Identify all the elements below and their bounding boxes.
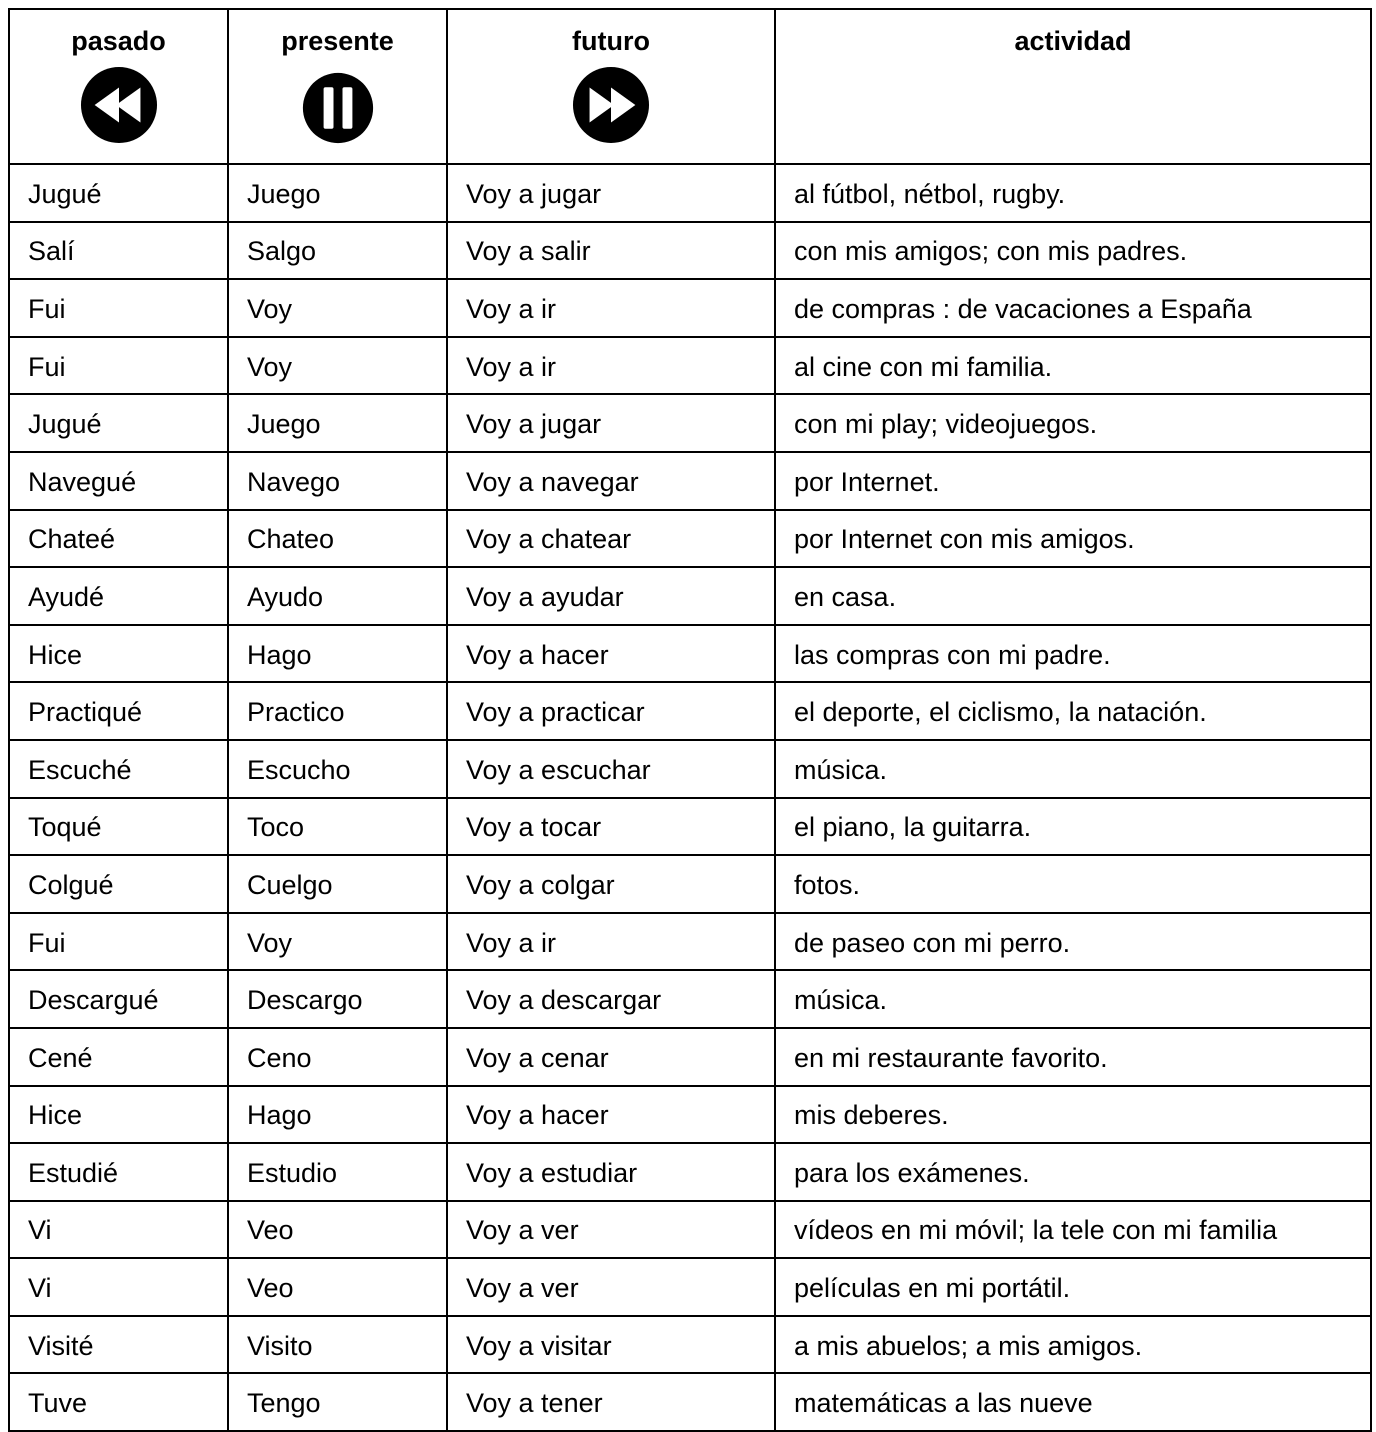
present-cell bbox=[228, 625, 447, 683]
past-cell bbox=[9, 913, 228, 971]
past-cell bbox=[9, 510, 228, 568]
past-cell bbox=[9, 164, 228, 222]
activity-cell-text: con mi play; videojuegos. bbox=[794, 409, 1098, 440]
activity-cell bbox=[775, 1143, 1371, 1201]
present-cell-text: Toco bbox=[247, 812, 305, 843]
future-cell-text: Voy a jugar bbox=[466, 178, 602, 209]
future-cell-text: Voy a practicar bbox=[466, 697, 645, 728]
future-cell bbox=[447, 1316, 775, 1374]
future-cell-text: Voy a ver bbox=[466, 1273, 579, 1304]
activity-cell-text: a mis abuelos; a mis amigos. bbox=[794, 1330, 1143, 1361]
future-cell-text: Voy a ver bbox=[466, 1215, 579, 1246]
activity-cell bbox=[775, 337, 1371, 395]
past-cell-text: Jugué bbox=[28, 178, 102, 209]
past-cell bbox=[9, 222, 228, 280]
future-cell bbox=[447, 164, 775, 222]
future-cell bbox=[447, 1373, 775, 1431]
present-cell bbox=[228, 1316, 447, 1374]
activity-cell-text: música. bbox=[794, 754, 888, 785]
past-cell bbox=[9, 337, 228, 395]
past-cell bbox=[9, 740, 228, 798]
past-cell bbox=[9, 1086, 228, 1144]
future-cell bbox=[447, 452, 775, 510]
present-cell bbox=[228, 567, 447, 625]
past-cell-text: Descargué bbox=[28, 985, 159, 1016]
activity-cell bbox=[775, 394, 1371, 452]
present-cell-text: Tengo bbox=[247, 1388, 321, 1419]
table-row bbox=[9, 452, 1371, 510]
table-row bbox=[9, 855, 1371, 913]
present-cell-text: Voy bbox=[247, 351, 293, 382]
present-cell-text: Salgo bbox=[247, 236, 317, 267]
header-future bbox=[447, 9, 775, 164]
activity-cell-text: vídeos en mi móvil; la tele con mi familia bbox=[794, 1215, 1278, 1246]
past-cell-text: Fui bbox=[28, 351, 66, 382]
activity-cell bbox=[775, 970, 1371, 1028]
activity-cell-text: por Internet con mis amigos. bbox=[794, 524, 1135, 555]
past-cell bbox=[9, 394, 228, 452]
table-row bbox=[9, 510, 1371, 568]
present-cell bbox=[228, 222, 447, 280]
past-cell-text: Fui bbox=[28, 293, 66, 324]
activity-cell bbox=[775, 1201, 1371, 1259]
future-cell bbox=[447, 1201, 775, 1259]
header-past bbox=[9, 9, 228, 164]
table-row bbox=[9, 913, 1371, 971]
activity-cell bbox=[775, 913, 1371, 971]
activity-cell bbox=[775, 740, 1371, 798]
present-cell-text: Veo bbox=[247, 1215, 294, 1246]
future-cell-text: Voy a cenar bbox=[466, 1042, 609, 1073]
activity-cell bbox=[775, 1258, 1371, 1316]
future-cell-text: Voy a estudiar bbox=[466, 1157, 638, 1188]
past-cell bbox=[9, 1258, 228, 1316]
activity-cell bbox=[775, 567, 1371, 625]
table-row bbox=[9, 1143, 1371, 1201]
activity-cell-text: mis deberes. bbox=[794, 1100, 949, 1131]
present-cell-text: Visito bbox=[247, 1330, 313, 1361]
header-present bbox=[228, 9, 447, 164]
past-cell-text: Navegué bbox=[28, 466, 137, 497]
pause-icon bbox=[302, 72, 374, 144]
activity-cell bbox=[775, 279, 1371, 337]
future-cell bbox=[447, 394, 775, 452]
future-cell bbox=[447, 1028, 775, 1086]
present-cell bbox=[228, 1373, 447, 1431]
future-cell-text: Voy a ayudar bbox=[466, 581, 624, 612]
future-cell-text: Voy a salir bbox=[466, 236, 591, 267]
future-cell bbox=[447, 567, 775, 625]
present-cell-text: Juego bbox=[247, 409, 321, 440]
past-cell-text: Salí bbox=[28, 236, 75, 267]
table-row bbox=[9, 337, 1371, 395]
present-cell-text: Voy bbox=[247, 293, 293, 324]
present-cell-text: Chateo bbox=[247, 524, 335, 555]
future-cell bbox=[447, 1086, 775, 1144]
future-cell bbox=[447, 1258, 775, 1316]
table-row bbox=[9, 1201, 1371, 1259]
future-cell-text: Voy a jugar bbox=[466, 409, 602, 440]
past-cell bbox=[9, 1373, 228, 1431]
future-cell-text: Voy a visitar bbox=[466, 1330, 612, 1361]
activity-cell bbox=[775, 1086, 1371, 1144]
activity-cell bbox=[775, 682, 1371, 740]
past-cell bbox=[9, 1316, 228, 1374]
past-cell-text: Jugué bbox=[28, 409, 102, 440]
table-row bbox=[9, 1086, 1371, 1144]
activity-cell-text: las compras con mi padre. bbox=[794, 639, 1111, 670]
future-cell-text: Voy a ir bbox=[466, 351, 557, 382]
present-cell bbox=[228, 164, 447, 222]
present-cell bbox=[228, 970, 447, 1028]
past-cell-text: Vi bbox=[28, 1273, 52, 1304]
table-row bbox=[9, 1373, 1371, 1431]
past-cell-text: Visité bbox=[28, 1330, 94, 1361]
present-cell bbox=[228, 452, 447, 510]
past-cell-text: Toqué bbox=[28, 812, 102, 843]
future-cell bbox=[447, 279, 775, 337]
fast-forward-icon bbox=[572, 66, 650, 144]
verb-tense-table bbox=[8, 8, 1372, 1432]
future-cell bbox=[447, 855, 775, 913]
table-row bbox=[9, 740, 1371, 798]
activity-cell-text: matemáticas a las nueve bbox=[794, 1388, 1093, 1419]
header-future-label: futuro bbox=[572, 26, 650, 56]
future-cell-text: Voy a hacer bbox=[466, 639, 609, 670]
activity-cell bbox=[775, 452, 1371, 510]
present-cell-text: Estudio bbox=[247, 1157, 338, 1188]
activity-cell-text: de compras : de vacaciones a España bbox=[794, 293, 1252, 324]
activity-cell bbox=[775, 164, 1371, 222]
rewind-icon bbox=[80, 66, 158, 144]
future-cell bbox=[447, 970, 775, 1028]
past-cell bbox=[9, 567, 228, 625]
present-cell-text: Practico bbox=[247, 697, 345, 728]
header-activity bbox=[775, 9, 1371, 164]
present-cell bbox=[228, 1143, 447, 1201]
future-cell-text: Voy a tocar bbox=[466, 812, 602, 843]
activity-cell-text: de paseo con mi perro. bbox=[794, 927, 1071, 958]
table-row bbox=[9, 394, 1371, 452]
future-cell bbox=[447, 510, 775, 568]
past-cell-text: Vi bbox=[28, 1215, 52, 1246]
table-row bbox=[9, 1028, 1371, 1086]
table-body bbox=[9, 164, 1371, 1431]
activity-cell-text: al fútbol, nétbol, rugby. bbox=[794, 178, 1066, 209]
activity-cell-text: el piano, la guitarra. bbox=[794, 812, 1032, 843]
present-cell bbox=[228, 682, 447, 740]
future-cell bbox=[447, 222, 775, 280]
activity-cell bbox=[775, 510, 1371, 568]
past-cell bbox=[9, 970, 228, 1028]
present-cell bbox=[228, 1201, 447, 1259]
future-cell bbox=[447, 625, 775, 683]
past-cell-text: Cené bbox=[28, 1042, 93, 1073]
past-cell bbox=[9, 1143, 228, 1201]
past-cell-text: Escuché bbox=[28, 754, 132, 785]
activity-cell bbox=[775, 1373, 1371, 1431]
past-cell-text: Colgué bbox=[28, 869, 114, 900]
activity-cell-text: películas en mi portátil. bbox=[794, 1273, 1071, 1304]
past-cell-text: Estudié bbox=[28, 1157, 119, 1188]
future-cell bbox=[447, 1143, 775, 1201]
activity-cell bbox=[775, 1028, 1371, 1086]
past-cell-text: Hice bbox=[28, 1100, 83, 1131]
future-cell-text: Voy a navegar bbox=[466, 466, 639, 497]
past-cell bbox=[9, 1028, 228, 1086]
future-cell-text: Voy a chatear bbox=[466, 524, 632, 555]
past-cell bbox=[9, 1201, 228, 1259]
table-row bbox=[9, 222, 1371, 280]
present-cell-text: Voy bbox=[247, 927, 293, 958]
table-row bbox=[9, 1258, 1371, 1316]
past-cell bbox=[9, 279, 228, 337]
future-cell-text: Voy a colgar bbox=[466, 869, 615, 900]
activity-cell-text: música. bbox=[794, 985, 888, 1016]
future-cell-text: Voy a escuchar bbox=[466, 754, 651, 785]
activity-cell bbox=[775, 625, 1371, 683]
future-cell-text: Voy a hacer bbox=[466, 1100, 609, 1131]
past-cell bbox=[9, 625, 228, 683]
past-cell bbox=[9, 855, 228, 913]
present-cell-text: Descargo bbox=[247, 985, 363, 1016]
activity-cell-text: el deporte, el ciclismo, la natación. bbox=[794, 697, 1207, 728]
past-cell-text: Tuve bbox=[28, 1388, 88, 1419]
activity-cell-text: por Internet. bbox=[794, 466, 940, 497]
present-cell-text: Ceno bbox=[247, 1042, 312, 1073]
table-row bbox=[9, 279, 1371, 337]
future-cell-text: Voy a descargar bbox=[466, 985, 662, 1016]
activity-cell-text: para los exámenes. bbox=[794, 1157, 1030, 1188]
present-cell-text: Cuelgo bbox=[247, 869, 333, 900]
present-cell-text: Juego bbox=[247, 178, 321, 209]
present-cell bbox=[228, 510, 447, 568]
activity-cell bbox=[775, 798, 1371, 856]
present-cell bbox=[228, 798, 447, 856]
activity-cell-text: en mi restaurante favorito. bbox=[794, 1042, 1108, 1073]
present-cell bbox=[228, 855, 447, 913]
table-row bbox=[9, 682, 1371, 740]
activity-cell-text: en casa. bbox=[794, 581, 897, 612]
future-cell bbox=[447, 682, 775, 740]
past-cell-text: Practiqué bbox=[28, 697, 143, 728]
present-cell-text: Navego bbox=[247, 466, 341, 497]
present-cell bbox=[228, 1086, 447, 1144]
table-row bbox=[9, 567, 1371, 625]
activity-cell bbox=[775, 222, 1371, 280]
past-cell-text: Fui bbox=[28, 927, 66, 958]
past-cell bbox=[9, 452, 228, 510]
header-past-label: pasado bbox=[71, 26, 166, 56]
activity-cell-text: al cine con mi familia. bbox=[794, 351, 1053, 382]
header-activity-label: actividad bbox=[1014, 26, 1132, 56]
past-cell bbox=[9, 682, 228, 740]
header-row bbox=[9, 9, 1371, 164]
activity-cell-text: con mis amigos; con mis padres. bbox=[794, 236, 1188, 267]
past-cell bbox=[9, 798, 228, 856]
future-cell-text: Voy a ir bbox=[466, 927, 557, 958]
future-cell bbox=[447, 798, 775, 856]
present-cell-text: Escucho bbox=[247, 754, 351, 785]
present-cell bbox=[228, 394, 447, 452]
future-cell-text: Voy a tener bbox=[466, 1388, 603, 1419]
table-row bbox=[9, 1316, 1371, 1374]
future-cell bbox=[447, 337, 775, 395]
future-cell bbox=[447, 913, 775, 971]
table-row bbox=[9, 798, 1371, 856]
table-row bbox=[9, 625, 1371, 683]
present-cell-text: Hago bbox=[247, 1100, 312, 1131]
present-cell bbox=[228, 740, 447, 798]
present-cell-text: Veo bbox=[247, 1273, 294, 1304]
present-cell bbox=[228, 337, 447, 395]
past-cell-text: Hice bbox=[28, 639, 83, 670]
present-cell bbox=[228, 1258, 447, 1316]
future-cell-text: Voy a ir bbox=[466, 293, 557, 324]
past-cell-text: Chateé bbox=[28, 524, 116, 555]
activity-cell bbox=[775, 855, 1371, 913]
future-cell bbox=[447, 740, 775, 798]
activity-cell-text: fotos. bbox=[794, 869, 861, 900]
header-present-label: presente bbox=[281, 26, 394, 56]
activity-cell bbox=[775, 1316, 1371, 1374]
present-cell-text: Ayudo bbox=[247, 581, 324, 612]
present-cell bbox=[228, 1028, 447, 1086]
present-cell bbox=[228, 279, 447, 337]
present-cell bbox=[228, 913, 447, 971]
table-row bbox=[9, 164, 1371, 222]
table-row bbox=[9, 970, 1371, 1028]
past-cell-text: Ayudé bbox=[28, 581, 105, 612]
present-cell-text: Hago bbox=[247, 639, 312, 670]
